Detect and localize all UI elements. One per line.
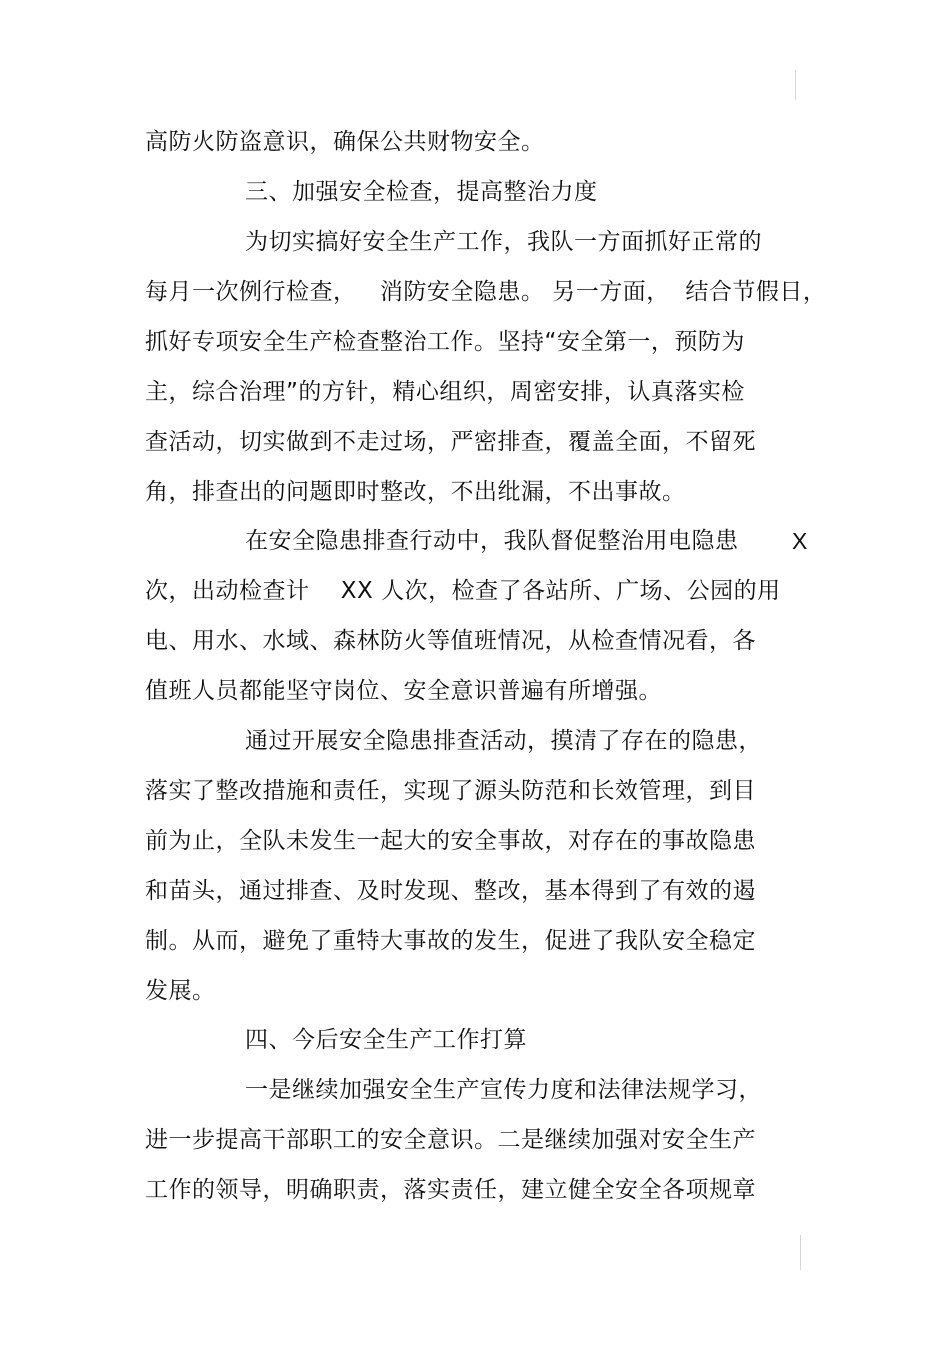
page-edge-mark-bottom (800, 1235, 801, 1270)
text-line-5: 抓好专项安全生产检查整治工作。坚持“安全第一，预防为 (145, 329, 745, 355)
text-line-8: 角，排查出的问题即时整改，不出纰漏，不出事故。 (145, 479, 686, 505)
text-line-15: 前为止，全队未发生一起大的安全事故，对存在的事故隐患 (145, 828, 756, 854)
text-line-3: 为切实搞好安全生产工作，我队一方面抓好正常的 (245, 229, 762, 255)
text-line-12: 值班人员都能坚守岗位、安全意识普遍有所增强。 (145, 678, 662, 704)
text-line-22: 工作的领导，明确职责，落实责任，建立健全安全各项规章 (145, 1177, 756, 1203)
page-edge-mark-top (795, 70, 796, 100)
text-line-9: 在安全隐患排查行动中，我队督促整治用电隐患 (245, 528, 739, 554)
text-line-11: 电、用水、水域、森林防火等值班情况，从检查情况看，各 (145, 628, 756, 654)
text-line-4: 每月一次例行检查， 消防安全隐患。 另一方面， 结合节假日， (145, 279, 827, 305)
text-line-6: 主，综合治理”的方针，精心组织，周密安排，认真落实检 (145, 379, 745, 405)
text-line-10: 次，出动检查计 XX 人次，检查了各站所、广场、公园的用 (145, 578, 781, 604)
placeholder-x-mark: X (792, 528, 808, 554)
text-line-14: 落实了整改措施和责任，实现了源头防范和长效管理，到目 (145, 778, 756, 804)
text-line-16: 和苗头，通过排查、及时发现、整改，基本得到了有效的遏 (145, 878, 756, 904)
section-heading-4: 四、今后安全生产工作打算 (245, 1027, 527, 1053)
text-line-18: 发展。 (145, 978, 216, 1004)
text-line-7: 查活动，切实做到不走过场，严密排查，覆盖全面，不留死 (145, 429, 756, 455)
text-line-21: 进一步提高干部职工的安全意识。二是继续加强对安全生产 (145, 1127, 756, 1153)
text-line-13: 通过开展安全隐患排查活动，摸清了存在的隐患， (245, 728, 762, 754)
text-line-20: 一是继续加强安全生产宣传力度和法律法规学习， (245, 1077, 762, 1103)
text-line-1: 高防火防盗意识，确保公共财物安全。 (145, 129, 545, 155)
section-heading-3: 三、加强安全检查，提高整治力度 (245, 179, 598, 205)
text-line-17: 制。从而，避免了重特大事故的发生，促进了我队安全稳定 (145, 928, 756, 954)
